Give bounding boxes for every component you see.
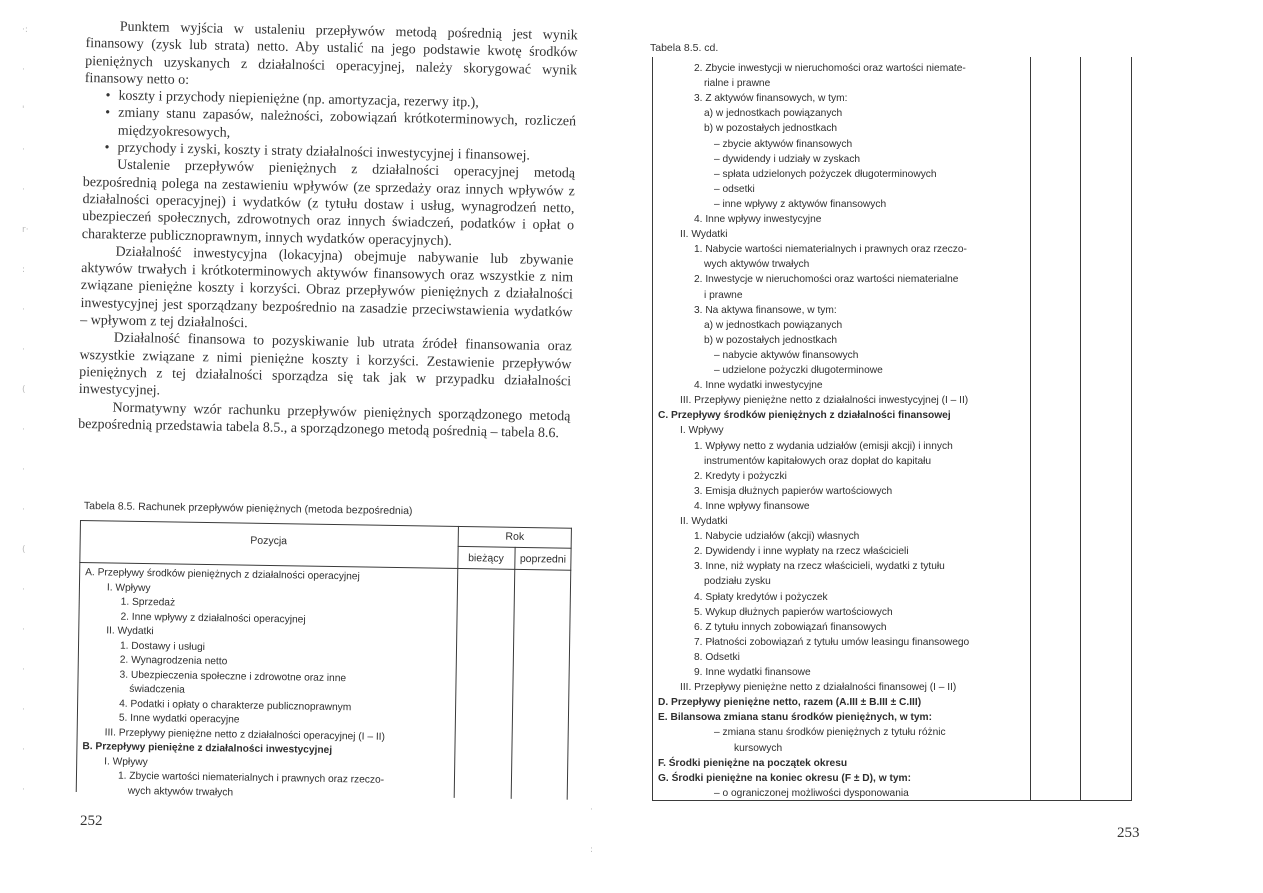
- table-row-label: a) w jednostkach powiązanych: [704, 319, 843, 331]
- table-caption-left: Tabela 8.5. Rachunek przepływów pieniężnych (metoda bezpośrednia): [83, 500, 413, 518]
- table-row-label: 4. Inne wpływy finansowe: [694, 500, 810, 512]
- column-divider-current: [1030, 57, 1031, 801]
- table-row-label: podziału zysku: [704, 576, 771, 588]
- table-row-label: – zmiana stanu środków pieniężnych z tytułu różnic: [714, 727, 946, 739]
- table-row-label: 7. Płatności zobowiązań z tytułu umów leasingu finansowego: [694, 636, 970, 648]
- cash-flow-table-right: [652, 57, 1132, 801]
- bullet-list: [83, 87, 576, 166]
- table-row-label: 4. Inne wydatki inwestycyjne: [694, 380, 823, 392]
- table-left-border: [76, 520, 81, 792]
- table-row-label: kursowych: [734, 742, 783, 754]
- table-row-label: – spłata udzielonych pożyczek długoterminowych: [714, 168, 937, 180]
- table-row-label: 1. Sprzedaż: [120, 596, 176, 609]
- table-row-label: – nabycie aktywów finansowych: [714, 349, 859, 361]
- table-row-label: I. Wpływy: [104, 755, 148, 768]
- table-row-label: 2. Dywidendy i inne wypłaty na rzecz właścicieli: [694, 546, 909, 558]
- column-divider-previous: [1080, 57, 1081, 801]
- header-year: Rok: [505, 530, 525, 543]
- body-text: [78, 18, 578, 442]
- margin-noise: ·: · ' · · r· : · · ( · · · ( · · · · · ·: [22, 25, 29, 795]
- table-row-label: 3. Emisja dłużnych papierów wartościowych: [694, 485, 893, 497]
- table-row-label: F. Środki pieniężne na początek okresu: [658, 757, 848, 769]
- page-number-right: 253: [1117, 825, 1140, 841]
- table-row-label: I. Wpływy: [680, 425, 724, 437]
- table-row-label: 2. Wynagrodzenia netto: [119, 654, 228, 668]
- table-row-label: D. Przepływy pieniężne netto, razem (A.III ± B.III ± C.III): [658, 697, 922, 709]
- table-caption-right: Tabela 8.5. cd.: [650, 42, 719, 54]
- table-row-label: 3. Ubezpieczenia społeczne i zdrowotne oraz inne: [119, 669, 347, 684]
- table-row-label: – inne wpływy z aktywów finansowych: [714, 198, 887, 210]
- header-position: Pozycja: [250, 534, 288, 548]
- bullet-item: • przychody i zyski, koszty i straty działalności inwestycyjnej i finansowej.: [117, 140, 575, 166]
- table-row-label: 5. Inne wydatki operacyjne: [118, 712, 240, 726]
- table-row-label: I. Wpływy: [106, 581, 151, 594]
- right-page: [590, 0, 1263, 893]
- table-row-label: 4. Inne wpływy inwestycyjne: [694, 214, 822, 225]
- table-row-label: b) w pozostałych jednostkach: [704, 334, 838, 346]
- table-row-label: 8. Odsetki: [694, 651, 740, 663]
- left-page: [0, 0, 620, 893]
- body-paragraph: Działalność finansowa to pozyskiwanie lub utrata źródeł finansowania oraz wszystkie związane z nimi pieniężne koszty i korzyści. Zestawienie przepływów pieniężnych z tej działalności sporządza się tak jak w przypadku działalności inwestycyjnej.: [78, 330, 572, 399]
- table-right-border: [567, 528, 572, 800]
- table-row-label: 1. Nabycie udziałów (akcji) własnych: [694, 531, 860, 543]
- table-row-label: – zbycie aktywów finansowych: [714, 138, 853, 150]
- table-row-label: 2. Inne wpływy z działalności operacyjnej: [120, 611, 306, 626]
- table-row-label: wych aktywów trwałych: [127, 785, 234, 798]
- header-previous: poprzedni: [519, 552, 567, 566]
- table-row-label: 2. Inwestycje w nieruchomości oraz wartości niematerialne: [694, 274, 959, 286]
- table-row-label: b) w pozostałych jednostkach: [704, 123, 838, 135]
- table-row-label: E. Bilansowa zmiana stanu środków pieniężnych, w tym:: [658, 712, 932, 724]
- bullet-item: • koszty i przychody niepieniężne (np. amortyzacja, rezerwy itp.),: [118, 88, 576, 114]
- table-row-label: II. Wydatki: [680, 516, 728, 527]
- table-top-border: [80, 520, 572, 529]
- table-row-label: 6. Z tytułu innych zobowiązań finansowych: [694, 621, 887, 633]
- body-paragraph: Punktem wyjścia w ustaleniu przepływów metodą pośrednią jest wynik finansowy (zysk lub strata) netto. Aby ustalić na jego podstawie kwotę środków pieniężnych uzyskanych z działalności operacyjnej, należy skorygować wynik finansowy netto o:: [84, 19, 578, 88]
- table-row-label: III. Przepływy pieniężne netto z działalności inwestycyjnej (I – II): [680, 395, 969, 407]
- table-row-label: rialne i prawne: [704, 78, 771, 90]
- page-number-left: 252: [80, 813, 103, 829]
- table-left-border: [652, 57, 653, 801]
- body-paragraph: Ustalenie przepływów pieniężnych z działalności operacyjnej metodą bezpośrednią polega na zestawieniu wpływów (ze sprzedaży oraz innych wpływów z działalności operacyjnej) i wydatków (z tytułu dostaw i usług, wynagrodzeń netto, ubezpieczeń społecznych, zdrowotnych oraz innych świadczeń, podatków i opłat o charakterze publicznoprawnym, innych wydatków operacyjnych).: [81, 158, 576, 249]
- table-row-label: 4. Podatki i opłaty o charakterze publicznoprawnym: [119, 698, 352, 713]
- body-paragraph: Działalność inwestycyjna (lokacyjna) obejmuje nabywanie lub zbywanie aktywów trwałych i krótkoterminowych aktywów finansowych oraz wszystkie z nim związane pieniężne koszty i korzyści. Obraz przepływów pieniężnych z działalności inwestycyjnej jest sporządzany bezpośrednio na zasadzie przeciwstawienia wydatków – wpływom z tej działalności.: [80, 244, 574, 332]
- table-row-label: wych aktywów trwałych: [704, 259, 810, 271]
- table-row-label: – o ograniczonej możliwości dysponowania: [714, 787, 909, 799]
- table-row-label: B. Przepływy pieniężne z działalności inwestycyjnej: [82, 741, 333, 756]
- table-right-border: [1131, 57, 1132, 801]
- table-row-label: instrumentów kapitałowych oraz dopłat do kapitału: [704, 455, 932, 467]
- table-row-label: 1. Wpływy netto z wydania udziałów (emisji akcji) i innych: [694, 440, 953, 452]
- table-row-label: 1. Zbycie wartości niematerialnych i prawnych oraz rzeczo-: [117, 770, 385, 786]
- table-row-label: świadczenia: [129, 683, 185, 696]
- table-row-label: 3. Na aktywa finansowe, w tym:: [694, 304, 837, 316]
- table-row-label: 4. Spłaty kredytów i pożyczek: [694, 591, 828, 603]
- body-paragraph: Normatywny wzór rachunku przepływów pieniężnych sporządzonego metodą bezpośrednią przedstawia tabela 8.5., a sporządzonego metodą pośrednią – tabela 8.6.: [78, 400, 571, 441]
- table-row-label: II. Wydatki: [106, 625, 154, 638]
- bullet-item: • zmiany stanu zapasów, należności, zobowiązań krótkoterminowych, rozliczeń międzyokresowych,: [118, 105, 577, 148]
- table-row-label: 1. Dostawy i usługi: [119, 640, 206, 653]
- table-row-label: 2. Zbycie inwestycji w nieruchomości oraz wartości niemate-: [694, 63, 966, 74]
- table-row-label: G. Środki pieniężne na koniec okresu (F ± D), w tym:: [658, 772, 911, 784]
- table-row-label: – dywidendy i udziały w zyskach: [714, 153, 861, 165]
- table-row-label: 3. Z aktywów finansowych, w tym:: [694, 93, 848, 105]
- header-current: bieżący: [468, 552, 504, 565]
- table-row-label: – udzielone pożyczki długoterminowe: [714, 365, 883, 376]
- table-row-label: 1. Nabycie wartości niematerialnych i prawnych oraz rzeczo-: [694, 244, 967, 256]
- column-divider-previous: [511, 547, 516, 799]
- gutter-noise: · :: [590, 805, 594, 855]
- table-row-label: 9. Inne wydatki finansowe: [694, 667, 811, 678]
- table-row-label: 5. Wykup dłużnych papierów wartościowych: [694, 606, 893, 618]
- table-row-label: i prawne: [704, 289, 743, 301]
- column-divider-current: [454, 526, 459, 798]
- table-row-label: 3. Inne, niż wypłaty na rzecz właścicieli, wydatki z tytułu: [694, 561, 945, 573]
- table-row-label: A. Przepływy środków pieniężnych z działalności operacyjnej: [85, 567, 360, 583]
- table-row-label: C. Przepływy środków pieniężnych z działalności finansowej: [658, 410, 951, 422]
- table-row-label: 2. Kredyty i pożyczki: [694, 470, 787, 482]
- table-row-label: – odsetki: [714, 183, 755, 195]
- table-row-label: III. Przepływy pieniężne netto z działalności operacyjnej (I – II): [104, 726, 386, 743]
- table-row-label: II. Wydatki: [680, 229, 728, 241]
- table-row-label: a) w jednostkach powiązanych: [704, 108, 843, 120]
- cash-flow-table-left: [76, 520, 572, 800]
- table-row-label: III. Przepływy pieniężne netto z działalności finansowej (I – II): [680, 682, 957, 694]
